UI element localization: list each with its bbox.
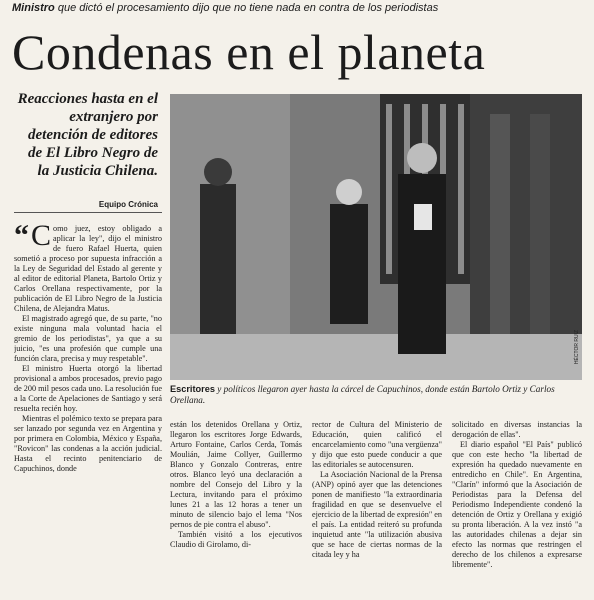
paragraph-opening <box>14 224 162 314</box>
paragraph: El magistrado agregó que, de su parte, "no existe ninguna mala voluntad hacia el gremio de los periodistas", ya que a su juicio, "es una profesión que cumple una función clara, precisa y muy respetable". <box>14 314 162 363</box>
article-column-3 <box>312 420 442 598</box>
article-column-2 <box>170 420 302 598</box>
headline: Condenas en el planeta <box>12 24 486 80</box>
paragraph: solicitado en diversas instancias la derogación de ellas". <box>452 420 582 439</box>
photo-caption <box>170 384 582 406</box>
photo-image <box>170 94 582 380</box>
paragraph: También visitó a los ejecutivos Claudio di Girolamo, di- <box>170 530 302 549</box>
paragraph: rector de Cultura del Ministerio de Educación, quien calificó el encarcelamiento como "una vergüenza" y dijo que esto puede conducir a que las editoriales se autocensuren. <box>312 420 442 469</box>
paragraph-text: omo juez, estoy obligado a aplicar la ley", dijo el ministro de fuero Rafael Huerta, quien sometió a proceso por supuesta infracción a la Ley de Seguridad del Estado al gerente y al editor de editorial Planeta, Bartolo Ortiz y Carlos Orellana respectivamente, por la publicación de El Libro Negro de la Justicia Chilena, de Alejandra Matus. <box>14 224 162 313</box>
byline-rule <box>14 212 162 213</box>
paragraph: están los detenidos Orellana y Ortiz, llegaron los escritores Jorge Edwards, Arturo Fontaine, Carlos Cerda, Tomás Moulián, Jaime Collyer, Guillermo Blanco y Gonzalo Contreras, entre otros. Blanco leyó una declaración a nombre del Consejo del Libro y la Lectura, invitando para el próximo lunes 21 a las 12 horas a tener un minuto de silencio bajo el lema "Nos pernos de pie contra el abuso". <box>170 420 302 529</box>
quote-mark-icon: “ <box>14 224 29 252</box>
photo-credit: HÉCTOR RUIZ <box>574 330 580 365</box>
paragraph: El diario español "El País" publicó que con este hecho "la libertad de expresión ha quedado nuevamente en entredicho en Chile". En Argentina, "Clarín" informó que la Asociación de Periodistas para la Defensa del Periodismo Independiente condenó la detención de Ortiz y Orellana y exigió su pronta liberación. A la vez instó "a las autoridades chilenas a dejar sin efecto las normas que restringen el derecho de los chilenos a expresarse libremente". <box>452 440 582 569</box>
paragraph: La Asociación Nacional de la Prensa (ANP) opinó ayer que las detenciones ponen de manifiesto "la extraordinaria fragilidad en que se desenvuelve el ejercicio de la libertad de expresión" en el país. La entidad reiteró su profunda inquietud ante "la utilización abusiva que se hace de ciertas normas de la citada ley y ha <box>312 470 442 559</box>
caption-lead: Escritores <box>170 384 215 394</box>
drop-cap: C <box>31 224 52 252</box>
kicker-strong: Ministro <box>12 2 55 14</box>
kicker-text: que dictó el procesamiento dijo que no tiene nada en contra de los periodistas <box>54 2 439 14</box>
paragraph: El ministro Huerta otorgó la libertad provisional a ambos procesados, previo pago de 200 mil pesos cada uno. La resolución fue a la Corte de Apelaciones de Santiago y será resuelta recién hoy. <box>14 364 162 413</box>
article-column-4 <box>452 420 582 598</box>
caption-text: y políticos llegaron ayer hasta la cárcel de Capuchinos, donde están Bartolo Ortiz y Carlos Orellana. <box>170 384 555 405</box>
article-column-1 <box>14 224 162 598</box>
paragraph: Mientras el polémico texto se prepara para ser lanzado por segunda vez en Argentina y por primera en Colombia, México y España, "Rovicon" las condenas a la acción judicial. Hasta el recinto penitenciario de Capuchinos, donde <box>14 414 162 473</box>
lede: Reacciones hasta en el extranjero por detención de editores de El Libro Negro de la Justicia Chilena. <box>17 91 158 179</box>
news-photo <box>170 94 582 380</box>
byline: Equipo Crónica <box>98 200 158 209</box>
kicker <box>12 2 582 14</box>
